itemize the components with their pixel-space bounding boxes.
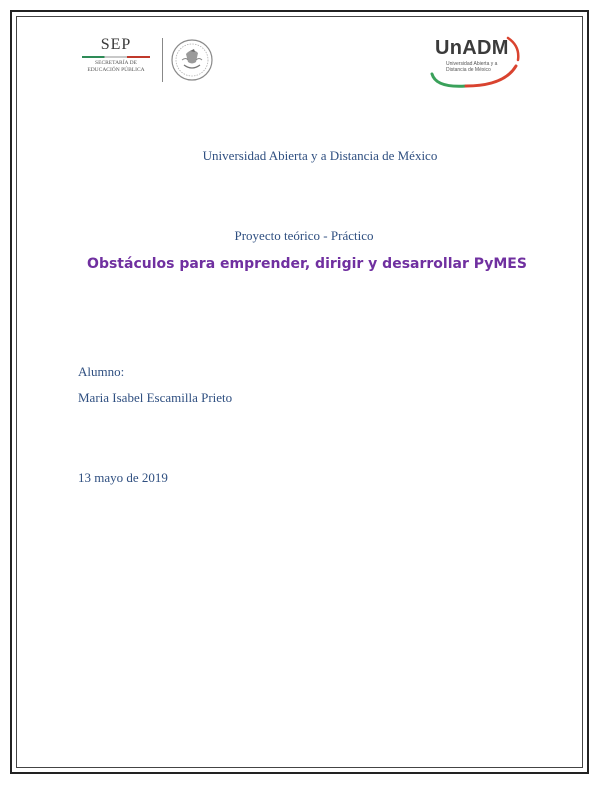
project-label: Proyecto teórico - Práctico xyxy=(234,228,374,243)
sep-wordmark xyxy=(78,36,154,74)
sep-name: SEP xyxy=(100,36,132,53)
sep-divider xyxy=(162,38,163,82)
student-name: Maria Isabel Escamilla Prieto xyxy=(78,390,233,405)
university-name: Universidad Abierta y a Distancia de México xyxy=(202,148,438,163)
sep-subtitle-line2: EDUCACIÓN PÚBLICA xyxy=(87,67,145,73)
student-label: Alumno: xyxy=(78,364,125,379)
sep-logo xyxy=(78,36,218,86)
document-date: 13 mayo de 2019 xyxy=(78,470,168,485)
mexican-coat-of-arms-icon xyxy=(170,38,214,82)
unadm-logo xyxy=(424,30,524,90)
sep-subtitle-line1: SECRETARÍA DE xyxy=(95,60,137,66)
unadm-subtitle xyxy=(446,61,497,73)
sep-tricolor-line xyxy=(82,56,150,58)
unadm-subtitle-line2: Distancia de México xyxy=(446,67,491,73)
unadm-subtitle-line1: Universidad Abierta y a xyxy=(446,61,498,67)
unadm-name: UnADM xyxy=(435,37,509,59)
document-title: Obstáculos para emprender, dirigir y desarrollar PyMES xyxy=(87,256,527,272)
